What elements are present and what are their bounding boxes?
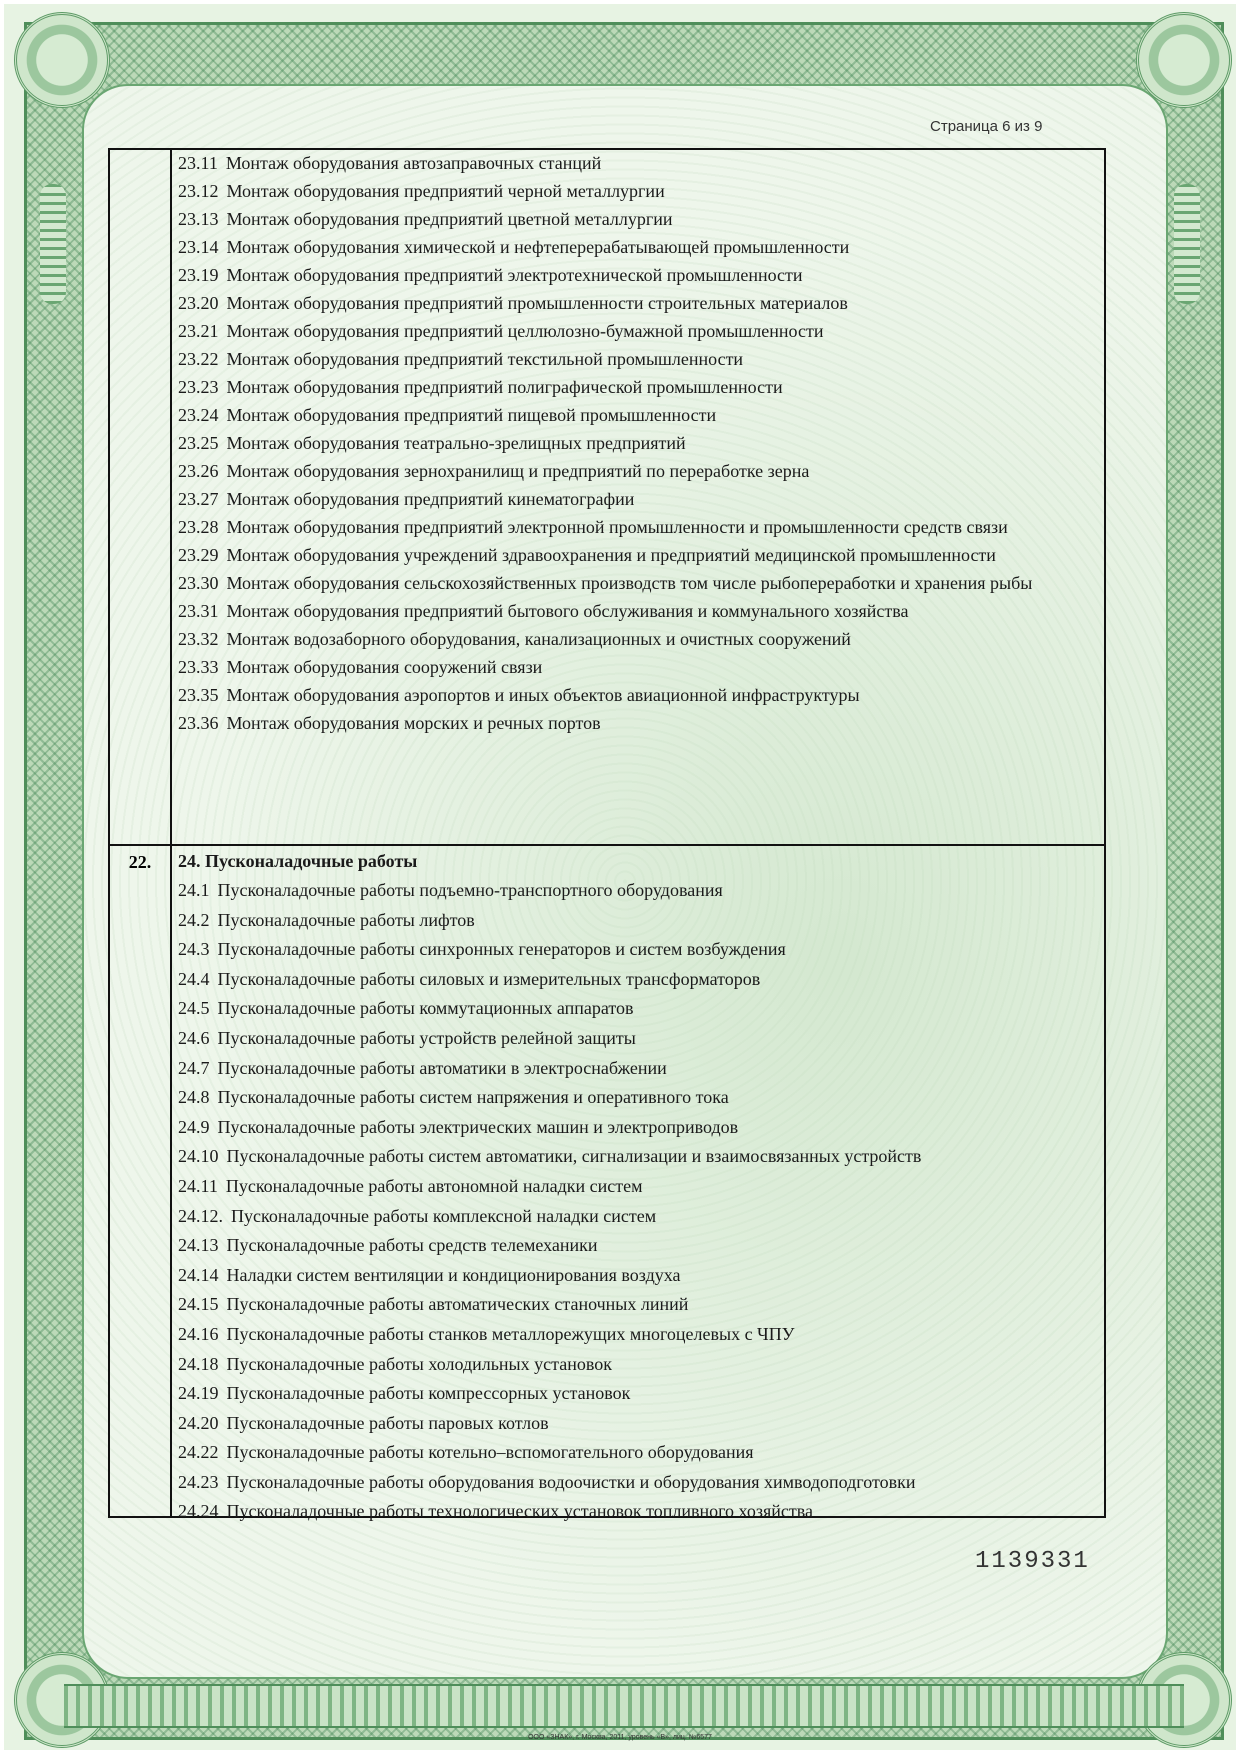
item-text: Пусконаладочные работы электрических машин и электроприводов [217,1116,739,1137]
item-code: 24.9 [178,1116,210,1137]
list-item [178,712,1098,734]
item-code: 24.7 [178,1057,210,1078]
item-text: Монтаж оборудования учреждений здравоохранения и предприятий медицинской промышленности [226,545,996,565]
item-text: Монтаж оборудования предприятий кинематографии [226,489,635,509]
item-text: Пусконаладочные работы силовых и измерительных трансформаторов [217,968,761,989]
item-code: 23.35 [178,685,219,705]
item-text: Пусконаладочные работы котельно–вспомогательного оборудования [226,1442,754,1463]
item-text: Пусконаладочные работы автоматических станочных линий [226,1294,689,1315]
item-text: Пусконаладочные работы холодильных установок [226,1353,612,1374]
item-code: 23.20 [178,293,219,313]
item-code: 23.13 [178,209,219,229]
list-item [178,684,1098,706]
item-text: Пусконаладочные работы автоматики в электроснабжении [217,1057,667,1078]
list-item [178,1027,1098,1049]
list-item [178,348,1098,370]
item-code: 24.22 [178,1442,219,1463]
list-item [178,152,1098,174]
list-item [178,938,1098,960]
item-code: 23.25 [178,433,219,453]
item-code: 24.1 [178,880,210,900]
item-text: Пусконаладочные работы лифтов [217,909,475,930]
item-text: Пусконаладочные работы станков металлорежущих многоцелевых с ЧПУ [226,1323,795,1344]
list-item [178,1500,1098,1522]
item-code: 23.32 [178,629,219,649]
item-text: Монтаж оборудования аэропортов и иных объектов авиационной инфраструктуры [226,685,860,705]
item-code: 24.11 [178,1175,218,1196]
item-code: 24.24 [178,1501,219,1522]
item-text: Монтаж оборудования предприятий электронной промышленности и промышленности средств связи [226,517,1008,537]
item-text: Пусконаладочные работы автономной наладки систем [225,1175,643,1196]
item-code: 23.23 [178,377,219,397]
list-item [178,600,1098,622]
item-code: 24.15 [178,1294,219,1315]
row-divider [110,844,1104,846]
item-code: 24.18 [178,1353,219,1374]
item-text: Монтаж оборудования предприятий черной металлургии [226,181,665,201]
list-item [178,997,1098,1019]
item-code: 24.5 [178,998,210,1019]
item-code: 24.10 [178,1146,219,1167]
item-text: Монтаж оборудования предприятий полиграфической промышленности [226,377,783,397]
list-item [178,1234,1098,1256]
corner-ornament-top-left [14,12,110,108]
list-item [178,1441,1098,1463]
bottom-ornament-band [64,1684,1184,1728]
item-text: Пусконаладочные работы устройств релейной защиты [217,1027,636,1048]
item-text: Монтаж оборудования предприятий промышленности строительных материалов [226,293,848,313]
section-23-continued [178,152,1098,740]
list-item [178,1145,1098,1167]
list-item [178,544,1098,566]
list-item [178,1205,1098,1227]
list-item [178,404,1098,426]
item-code: 24.14 [178,1264,219,1285]
item-text: Монтаж оборудования предприятий цветной металлургии [226,209,673,229]
section-heading: 24. Пусконаладочные работы [178,851,418,871]
item-code: 23.36 [178,713,219,733]
list-item [178,236,1098,258]
item-text: Монтаж оборудования автозаправочных станций [225,153,602,173]
item-code: 23.31 [178,601,219,621]
side-ornament-right [1174,184,1200,304]
list-item [178,879,1098,901]
list-item [178,432,1098,454]
item-code: 23.33 [178,657,219,677]
side-ornament-left [40,184,66,304]
item-text: Монтаж оборудования зернохранилищ и предприятий по переработке зерна [226,461,810,481]
list-item [178,1323,1098,1345]
page-number: Страница 6 из 9 [930,118,1043,135]
list-item [178,208,1098,230]
item-text: Пусконаладочные работы комплексной наладки систем [231,1205,657,1226]
item-text: Монтаж оборудования предприятий электротехнической промышленности [226,265,803,285]
item-code: 23.21 [178,321,219,341]
item-code: 23.12 [178,181,219,201]
item-text: Монтаж оборудования театрально-зрелищных предприятий [226,433,686,453]
item-text: Монтаж водозаборного оборудования, канализационных и очистных сооружений [226,629,851,649]
item-code: 24.8 [178,1087,210,1108]
item-code: 24.23 [178,1471,219,1492]
list-item [178,460,1098,482]
item-code: 23.11 [178,153,218,173]
item-code: 24.12. [178,1205,223,1226]
corner-ornament-top-right [1136,12,1232,108]
item-text: Пусконаладочные работы систем напряжения и оперативного тока [217,1087,729,1108]
list-item [178,516,1098,538]
section-24-items [178,879,1098,1522]
item-code: 23.29 [178,545,219,565]
item-code: 24.6 [178,1027,210,1048]
item-text: Монтаж оборудования предприятий текстильной промышленности [226,349,744,369]
item-text: Пусконаладочные работы оборудования водоочистки и оборудования химводоподготовки [226,1471,916,1492]
list-item [178,488,1098,510]
item-code: 24.3 [178,939,210,960]
list-item [178,264,1098,286]
item-text: Монтаж оборудования предприятий целлюлозно-бумажной промышленности [226,321,824,341]
item-code: 23.26 [178,461,219,481]
item-text: Пусконаладочные работы систем автоматики, сигнализации и взаимосвязанных устройств [226,1146,922,1167]
item-code: 24.2 [178,909,210,930]
license-table [108,148,1106,1522]
list-item [178,1264,1098,1286]
item-text: Монтаж оборудования морских и речных портов [226,713,601,733]
list-item [178,1086,1098,1108]
list-item [178,968,1098,990]
item-text: Наладки систем вентиляции и кондиционирования воздуха [226,1264,681,1285]
list-item [178,180,1098,202]
section-24 [178,850,1098,1530]
column-divider [170,150,172,1516]
item-text: Пусконаладочные работы синхронных генераторов и систем возбуждения [217,939,786,960]
item-code: 24.13 [178,1235,219,1256]
row-number: 22. [128,852,152,872]
serial-number: 1139331 [975,1548,1090,1575]
item-code: 23.14 [178,237,219,257]
item-text: Пусконаладочные работы компрессорных установок [226,1383,631,1404]
item-text: Монтаж оборудования сельскохозяйственных производств том числе рыбопереработки и хранения рыбы [226,573,1033,593]
item-text: Пусконаладочные работы коммутационных аппаратов [217,998,634,1019]
item-code: 23.22 [178,349,219,369]
list-item [178,376,1098,398]
list-item [178,1057,1098,1079]
list-item [178,1412,1098,1434]
list-item [178,320,1098,342]
list-item [178,572,1098,594]
item-code: 24.20 [178,1412,219,1433]
list-item [178,628,1098,650]
item-code: 24.4 [178,968,210,989]
item-code: 23.19 [178,265,219,285]
list-item [178,1471,1098,1493]
item-text: Монтаж оборудования предприятий пищевой промышленности [226,405,717,425]
item-code: 23.28 [178,517,219,537]
list-item [178,1175,1098,1197]
item-code: 23.24 [178,405,219,425]
list-item [178,909,1098,931]
item-text: Пусконаладочные работы паровых котлов [226,1412,549,1433]
list-item [178,656,1098,678]
item-code: 23.27 [178,489,219,509]
list-item [178,1116,1098,1138]
list-item [178,1293,1098,1315]
item-text: Монтаж оборудования химической и нефтеперерабатывающей промышленности [226,237,850,257]
list-item [178,1382,1098,1404]
item-text: Пусконаладочные работы технологических установок топливного хозяйства [226,1501,813,1522]
list-item [178,1353,1098,1375]
item-code: 24.16 [178,1323,219,1344]
item-text: Пусконаладочные работы подъемно-транспортного оборудования [217,880,723,900]
list-item [178,292,1098,314]
item-text: Пусконаладочные работы средств телемеханики [226,1235,598,1256]
printer-footer: ООО «ЗНАК», г. Москва, 2011, уровень «В», лиц. №6577 [528,1734,712,1741]
item-text: Монтаж оборудования сооружений связи [226,657,543,677]
item-code: 24.19 [178,1383,219,1404]
item-code: 23.30 [178,573,219,593]
item-text: Монтаж оборудования предприятий бытового обслуживания и коммунального хозяйства [226,601,909,621]
